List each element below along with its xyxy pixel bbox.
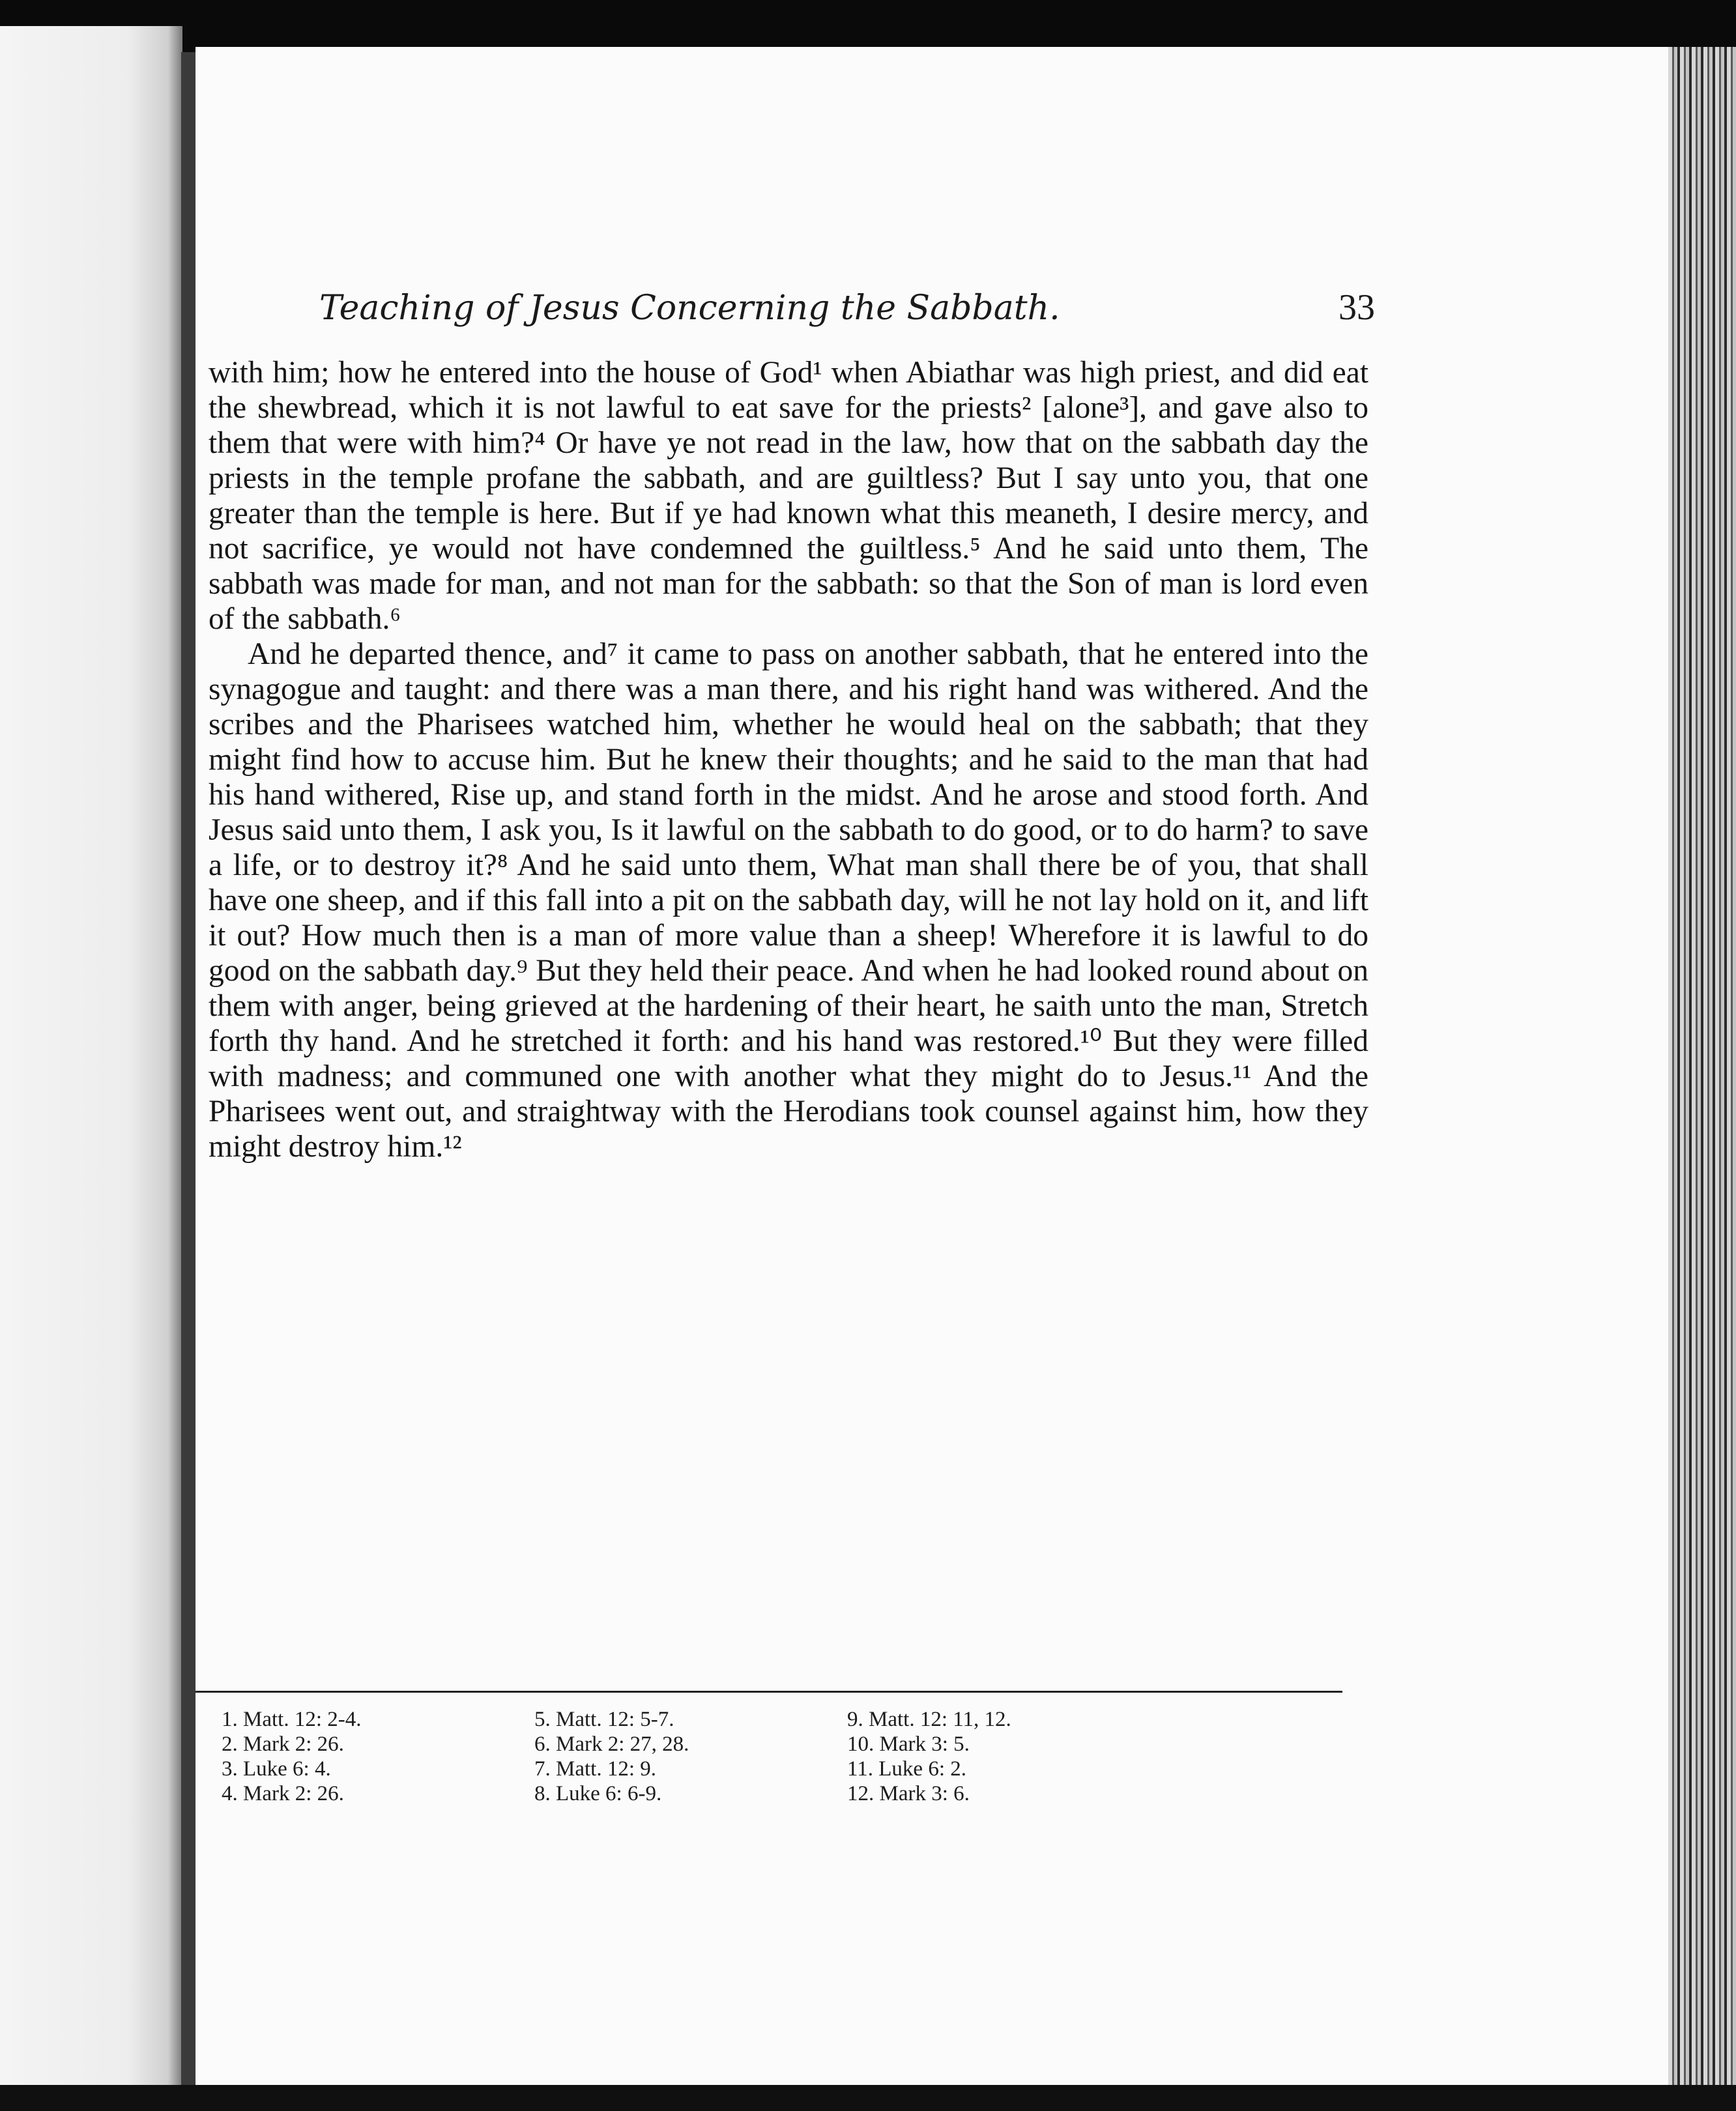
paragraph: with him; how he entered into the house of God¹ when Abiathar was high priest, and did eat the shewbread, which it is not lawful to eat save for the priests² [alone³], and gave also to them that were with him?⁴ Or have ye not read in the law, how that on the sabbath day the priests in the temple profane the sabbath, and are guiltless? But I say unto you, that one greater than the temple is here. But if ye had known what this meaneth, I desire mercy, and not sacrifice, ye would not have condemned the guiltless.⁵ And he said unto them, The sabbath was made for man, and not man for the sabbath: so that the Son of man is lord even of the sabbath.⁶ <box>209 356 1368 636</box>
body-text <box>209 355 1368 1164</box>
book-gutter <box>181 52 195 2085</box>
footnote: 1. Matt. 12: 2-4. <box>222 1708 362 1731</box>
footnote: 11. Luke 6: 2. <box>847 1757 966 1781</box>
footnote: 7. Matt. 12: 9. <box>534 1757 656 1781</box>
footnote: 8. Luke 6: 6-9. <box>534 1782 662 1805</box>
running-head <box>319 287 1375 328</box>
running-title: Teaching of Jesus Concerning the Sabbath. <box>319 289 1060 328</box>
footnote: 5. Matt. 12: 5-7. <box>534 1708 674 1731</box>
footnote: 3. Luke 6: 4. <box>222 1757 331 1781</box>
page-number: 33 <box>1338 287 1375 328</box>
footnote-column <box>222 1707 361 1806</box>
footnote-column <box>847 1707 1011 1806</box>
footnote: 6. Mark 2: 27, 28. <box>534 1732 689 1756</box>
footnote: 12. Mark 3: 6. <box>847 1782 970 1805</box>
footnote: 10. Mark 3: 5. <box>847 1732 970 1756</box>
footnote-column <box>534 1707 689 1806</box>
footnote: 9. Matt. 12: 11, 12. <box>847 1708 1011 1731</box>
footnote-rule <box>195 1691 1342 1693</box>
scan-border <box>0 0 1736 52</box>
paragraph: And he departed thence, and⁷ it came to pass on another sabbath, that he entered into the synagogue and taught: and there was a man there, and his right hand was withered. And the scribes and the Pharisees watched him, whether he would heal on the sabbath; that they might find how to accuse him. But he knew their thoughts; and he said to the man that had his hand withered, Rise up, and stand forth in the midst. And he arose and stood forth. And Jesus said unto them, I ask you, Is it lawful on the sabbath to do good, or to do harm? to save a life, or to destroy it?⁸ And he said unto them, What man shall there be of you, that shall have one sheep, and if this fall into a pit on the sabbath day, will he not lay hold on it, and lift it out? How much then is a man of more value than a sheep! Wherefore it is lawful to do good on the sabbath day.⁹ But they held their peace. And when he had looked round about on them with anger, being grieved at the hardening of their heart, he saith unto the man, Stretch forth thy hand. And he stretched it forth: and his hand was restored.¹⁰ But they were filled with madness; and communed one with another what they might do to Jesus.¹¹ And the Pharisees went out, and straightway with the Herodians took counsel against him, how they might destroy him.¹² <box>209 637 1368 1164</box>
footnote: 2. Mark 2: 26. <box>222 1732 344 1756</box>
facing-page-edge <box>0 26 182 2085</box>
page-stack-edge <box>1668 47 1736 2085</box>
footnote: 4. Mark 2: 26. <box>222 1782 344 1805</box>
